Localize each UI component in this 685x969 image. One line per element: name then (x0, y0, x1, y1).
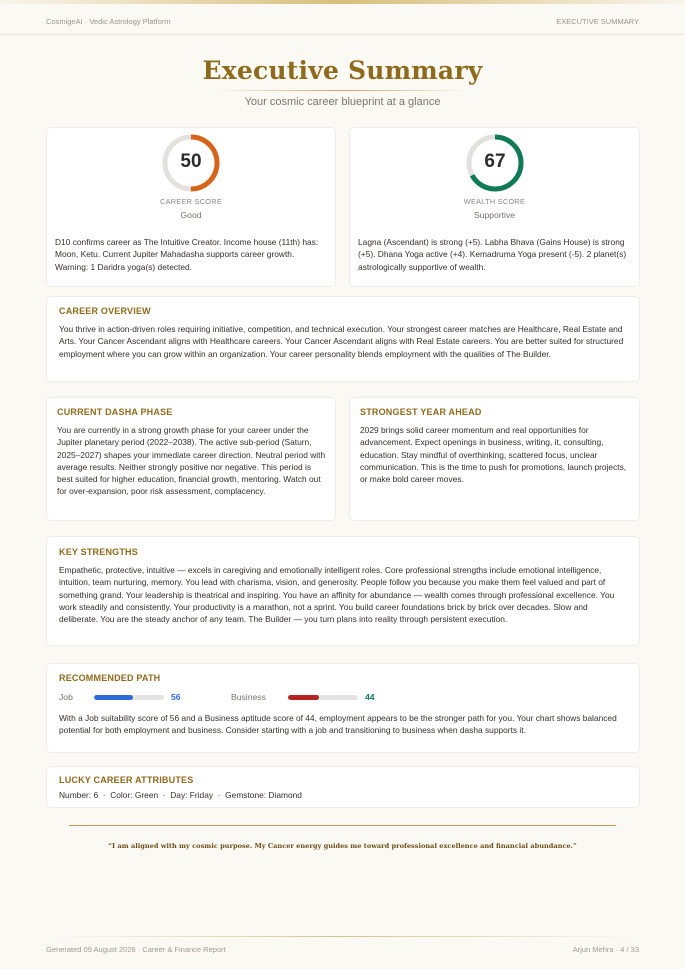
lucky-attributes-card (47, 767, 639, 807)
dasha-phase-text: You are currently in a strong growth phase for your career under the Jupiter planetary period (2022–2038). The active sub-period (Saturn, 2025–2027) shapes your immediate career direction. Neutral period with average results. Neither strongly positive nor negative. This period is best suited for higher education, financial growth, mentoring. Watch out for over-expansion, poor risk assessment, complacency. (57, 425, 326, 497)
career-score-verdict: Good (180, 210, 202, 220)
page-header (46, 17, 639, 29)
page-title: Executive Summary (202, 56, 483, 85)
career-score-card (47, 128, 335, 286)
key-strengths-text: Empathetic, protective, intuitive — excels in caregiving and emotionally intelligent roles. Core professional strengths include emotional intelligence, intuition, team nurturing, memory. You lead with charisma, vision, and generosity. People follow you because you make them feel valued and part of something grand. Your leadership is theatrical and inspiring. You have an affinity for abundance — wealth comes through professional excellence. You work steadily and consistently. Your productivity is a marathon, not a sprint. You build career foundations brick by brick over decades. Slow and deliberate. You are the steady anchor of any team. The Builder — you turn plans into reality through persistent execution. (59, 565, 615, 625)
career-score-text: D10 confirms career as The Intuitive Creator. Income house (11th) has: Moon, Ketu. Current Jupiter Mahadasha supports career growth. Warning: 1 Daridra yoga(s) detected. (55, 237, 319, 272)
page-subtitle: Your cosmic career blueprint at a glance (244, 96, 441, 108)
job-bar-track (94, 695, 164, 700)
affirmation-quote: “I am aligned with my cosmic purpose. My Cancer energy guides me toward professional excellence and financial abundance.” (108, 842, 577, 850)
career-overview-card (47, 297, 639, 381)
job-label: Job (59, 692, 73, 702)
strongest-year-title: STRONGEST YEAR AHEAD (360, 407, 482, 417)
quote-divider (69, 825, 616, 826)
dasha-phase-title: CURRENT DASHA PHASE (57, 407, 173, 417)
career-overview-text: You thrive in action-driven roles requiring initiative, competition, and technical execution. Your strongest career matches are Healthcare, Real Estate and Arts. Your Cancer Ascendant aligns with Healthcare careers. Your Cancer Ascendant aligns with Real Estate careers. You are better suited for structured employment where you can grow within an organization. Your career personality blends employment with the qualities of The Builder. (59, 324, 624, 359)
title-underline (215, 90, 470, 91)
career-overview-title: CAREER OVERVIEW (59, 306, 151, 316)
key-strengths-card (47, 537, 639, 645)
wealth-score-text: Lagna (Ascendant) is strong (+5). Labha Bhava (Gains House) is strong (+5). Dhana Yoga active (+4). Kemadruma Yoga present (-5). 2 planet(s) astrologically supportive of wealth. (358, 237, 627, 272)
footer-generated: Generated 09 August 2026 · Career & Finance Report (46, 945, 226, 954)
lucky-attributes-title: LUCKY CAREER ATTRIBUTES (59, 775, 194, 785)
top-accent-line (0, 0, 685, 4)
strongest-year-text: 2029 brings solid career momentum and real opportunities for advancement. Expect openings in business, writing, it, consulting, education. Stay mindful of overthinking, scattered focus, unclear communication. This is the time to push for promotions, launch projects, or make bold career moves. (360, 425, 627, 485)
career-score-value: 50 (180, 151, 202, 172)
job-score-value: 56 (171, 692, 181, 702)
wealth-score-value: 67 (484, 151, 506, 172)
dasha-phase-card (47, 398, 335, 520)
business-bar-fill (288, 695, 319, 700)
business-label: Business (231, 692, 266, 702)
job-score-row (59, 691, 375, 703)
key-strengths-title: KEY STRENGTHS (59, 547, 138, 557)
header-divider (0, 34, 685, 35)
page-footer (46, 945, 639, 954)
business-score-value: 44 (365, 692, 375, 702)
wealth-score-label: WEALTH SCORE (463, 197, 526, 206)
recommended-path-title: RECOMMENDED PATH (59, 673, 161, 683)
wealth-score-verdict: Supportive (473, 210, 516, 220)
strongest-year-card (350, 398, 639, 520)
recommended-path-text: With a Job suitability score of 56 and a Business aptitude score of 44, employment appears to be the stronger path for you. Your chart shows balanced potential for both employment and business. Consider starting with a job and transitioning to business when dasha supports it. (59, 713, 617, 736)
career-score-label: CAREER SCORE (160, 197, 222, 206)
lucky-attributes-text: Number: 6 · Color: Green · Day: Friday · Gemstone: Diamond (59, 790, 302, 800)
header-brand: CosmigeAI · Vedic Astrology Platform (46, 17, 171, 26)
footer-divider (46, 936, 639, 937)
recommended-path-card (47, 664, 639, 752)
job-bar-fill (94, 695, 133, 700)
business-bar-track (288, 695, 358, 700)
header-section: EXECUTIVE SUMMARY (556, 17, 639, 26)
footer-page-info: Arjun Mehra · 4 / 33 (572, 945, 639, 954)
wealth-score-card (350, 128, 639, 286)
